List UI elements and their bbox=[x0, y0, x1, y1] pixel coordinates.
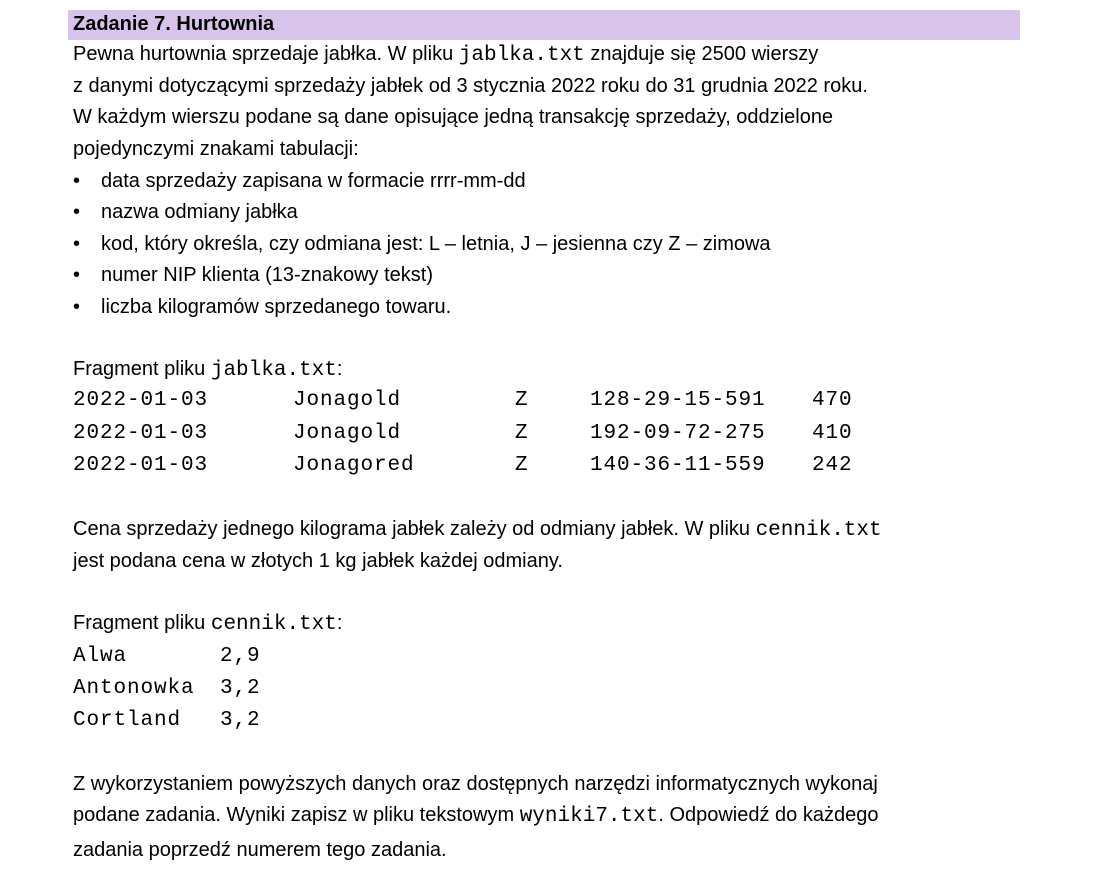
kg-cell: 242 bbox=[812, 454, 853, 477]
filename-wyniki: wyniki7.txt bbox=[519, 805, 659, 828]
price-cell: 3,2 bbox=[220, 677, 261, 700]
label-text: Fragment pliku bbox=[73, 358, 211, 380]
filename-jablka: jablka.txt bbox=[458, 44, 585, 67]
variety-cell: Jonagold bbox=[293, 422, 402, 445]
filename-cennik: cennik.txt bbox=[210, 613, 337, 636]
code-cell: Z bbox=[515, 422, 529, 445]
fragment2-label bbox=[73, 611, 342, 637]
date-cell: 2022-01-03 bbox=[73, 454, 209, 477]
list-item: numer NIP klienta (13-znakowy tekst) bbox=[101, 264, 433, 286]
bullet-icon: • bbox=[73, 296, 81, 318]
price-cell: 3,2 bbox=[220, 709, 261, 732]
date-cell: 2022-01-03 bbox=[73, 389, 209, 412]
variety-cell: Jonagored bbox=[293, 454, 415, 477]
outro-line-1: Z wykorzystaniem powyższych danych oraz dostępnych narzędzi informatycznych wykonaj bbox=[73, 773, 878, 795]
code-cell: Z bbox=[515, 454, 529, 477]
price-line-1 bbox=[73, 517, 882, 543]
filename-cennik: cennik.txt bbox=[755, 519, 882, 542]
variety-cell: Antonowka bbox=[73, 677, 195, 700]
list-item: nazwa odmiany jabłka bbox=[101, 201, 298, 223]
price-line-2: jest podana cena w złotych 1 kg jabłek każdej odmiany. bbox=[73, 550, 563, 572]
code-cell: Z bbox=[515, 389, 529, 412]
intro-line-2: z danymi dotyczącymi sprzedaży jabłek od 3 stycznia 2022 roku do 31 grudnia 2022 roku. bbox=[73, 75, 868, 97]
task-title: Zadanie 7. Hurtownia bbox=[73, 13, 275, 35]
kg-cell: 410 bbox=[812, 422, 853, 445]
intro-line-4: pojedynczymi znakami tabulacji: bbox=[73, 138, 359, 160]
intro-text: znajduje się 2500 wierszy bbox=[584, 43, 819, 65]
label-text: Fragment pliku bbox=[73, 612, 211, 634]
variety-cell: Alwa bbox=[73, 645, 128, 668]
nip-cell: 140-36-11-559 bbox=[590, 454, 766, 477]
outro-line-2 bbox=[73, 803, 878, 829]
price-cell: 2,9 bbox=[220, 645, 261, 668]
intro-text: Pewna hurtownia sprzedaje jabłka. W pliku bbox=[73, 43, 459, 65]
outro-line-3: zadania poprzedź numerem tego zadania. bbox=[73, 839, 447, 861]
list-item: kod, który określa, czy odmiana jest: L – letnia, J – jesienna czy Z – zimowa bbox=[101, 233, 771, 255]
nip-cell: 128-29-15-591 bbox=[590, 389, 766, 412]
bullet-icon: • bbox=[73, 233, 81, 255]
price-text: Cena sprzedaży jednego kilograma jabłek zależy od odmiany jabłek. W pliku bbox=[73, 518, 756, 540]
bullet-icon: • bbox=[73, 170, 81, 192]
bullet-icon: • bbox=[73, 201, 81, 223]
nip-cell: 192-09-72-275 bbox=[590, 422, 766, 445]
filename-jablka: jablka.txt bbox=[210, 359, 337, 382]
list-item: liczba kilogramów sprzedanego towaru. bbox=[101, 296, 452, 318]
intro-line-3: W każdym wierszu podane są dane opisujące jedną transakcję sprzedaży, oddzielone bbox=[73, 106, 834, 128]
variety-cell: Cortland bbox=[73, 709, 182, 732]
bullet-icon: • bbox=[73, 264, 81, 286]
label-colon: : bbox=[336, 612, 343, 634]
task-header bbox=[68, 10, 1020, 40]
outro-text: . Odpowiedź do każdego bbox=[658, 804, 879, 826]
list-item: data sprzedaży zapisana w formacie rrrr-mm-dd bbox=[101, 170, 526, 192]
fragment1-label bbox=[73, 357, 342, 383]
outro-text: podane zadania. Wyniki zapisz w pliku tekstowym bbox=[73, 804, 520, 826]
date-cell: 2022-01-03 bbox=[73, 422, 209, 445]
variety-cell: Jonagold bbox=[293, 389, 402, 412]
label-colon: : bbox=[336, 358, 343, 380]
intro-line-1 bbox=[73, 42, 818, 68]
kg-cell: 470 bbox=[812, 389, 853, 412]
